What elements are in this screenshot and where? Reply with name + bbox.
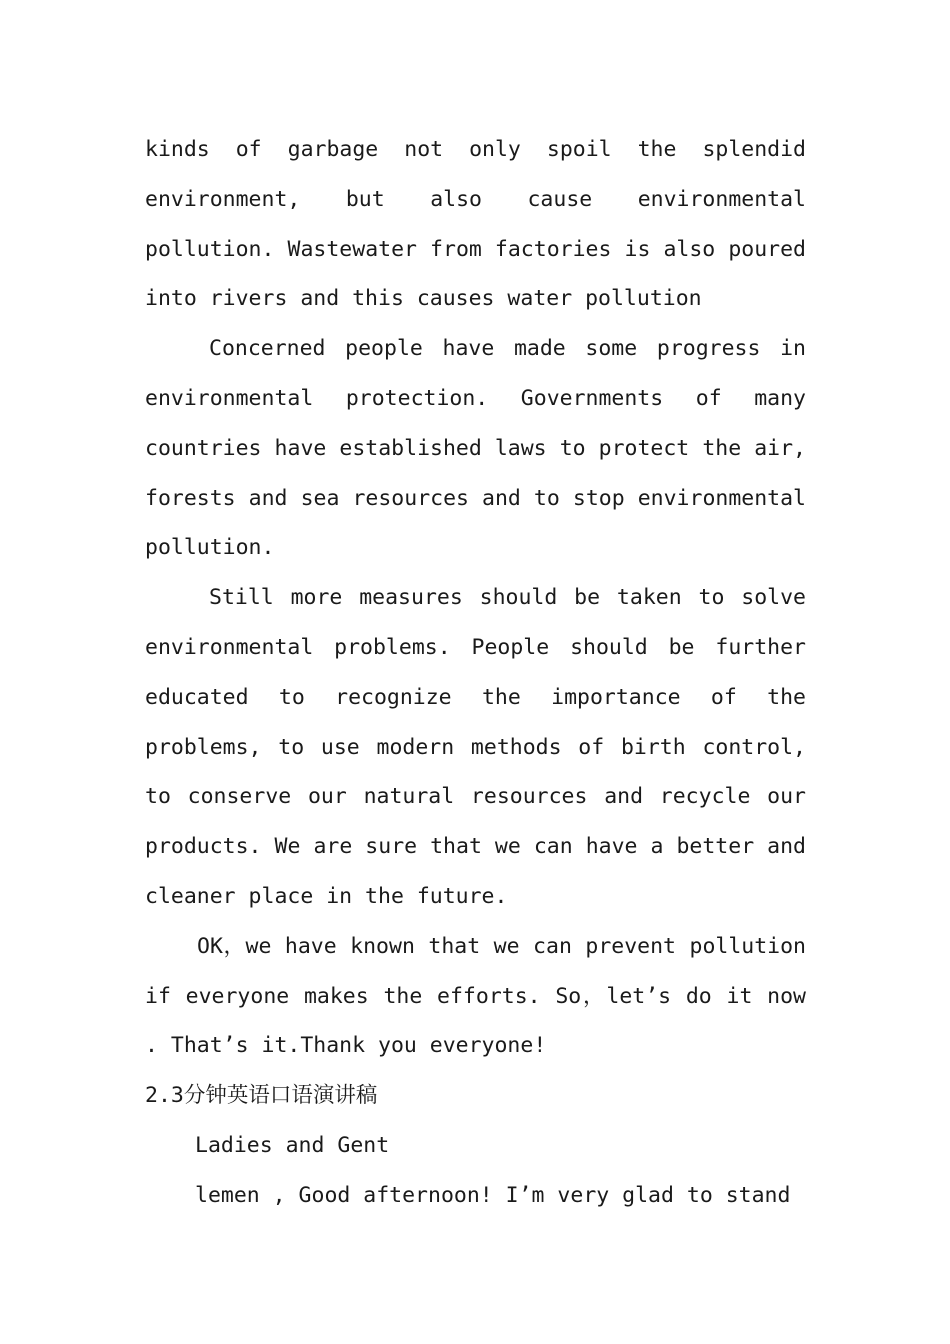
section-heading: 2.3分钟英语口语演讲稿 [145,1083,378,1109]
paragraph-garbage-pollution: kinds of garbage not only spoil the splendid environment, but also cause environmental pollution. Wastewater from factories is also poured into rivers and this causes water pollution [145,137,806,312]
paragraph-more-measures: Still more measures should be taken to solve environmental problems. People should be further educated to recognize the importance of the problems, to use modern methods of birth control, to conserve our natural resources and recycle our products. We are sure that we can have a better and cleaner place in the future. [145,585,806,909]
speech-opening-line: lemen , Good afternoon! I’m very glad to stand [195,1182,791,1208]
paragraph-conclusion: OK，we have known that we can prevent pollution if everyone makes the efforts. So，let’s do it now . That’s it.Thank you everyone! [145,933,806,1059]
paragraph-environmental-protection: Concerned people have made some progress in environmental protection. Governments of many countries have established laws to protect the air, forests and sea resources and to stop environmental pollution. [145,336,806,561]
speech-greeting-line: Ladies and Gent [195,1132,390,1158]
document-body [145,125,806,1221]
